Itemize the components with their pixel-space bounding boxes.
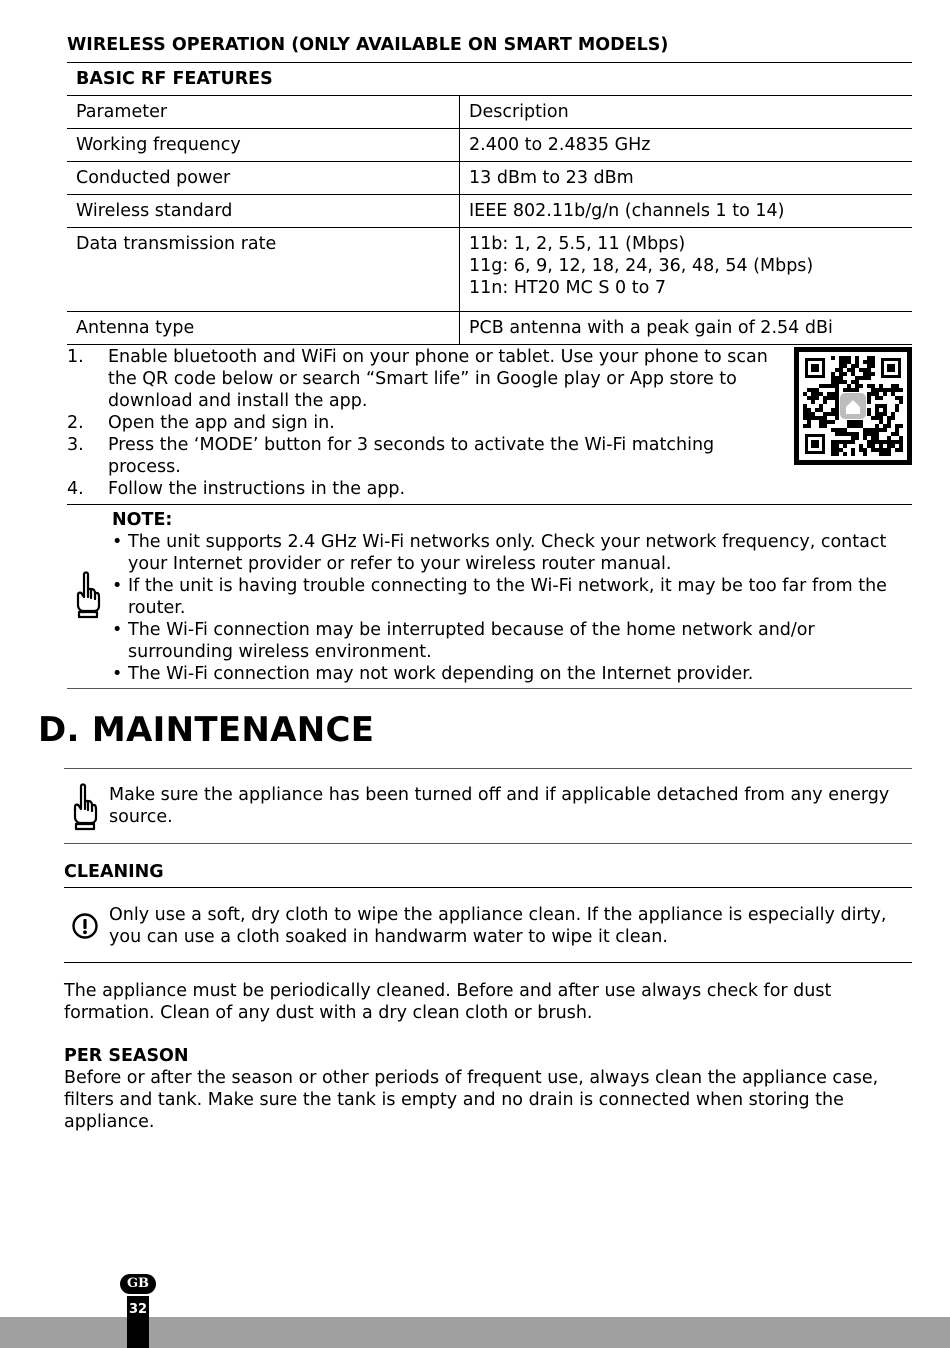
table-cell-description: 2.400 to 2.4835 GHz	[460, 129, 913, 162]
table-cell-parameter: Conducted power	[67, 162, 460, 195]
step-number: 2.	[67, 413, 84, 433]
list-item	[67, 412, 792, 434]
divider	[64, 887, 912, 888]
caution-text: Make sure the appliance has been turned off and if applicable detached from any energy source.	[109, 785, 890, 827]
page-number-text: 32	[128, 1302, 148, 1317]
divider	[64, 962, 912, 963]
step-number: 1.	[67, 347, 84, 367]
warning-text: Only use a soft, dry cloth to wipe the appliance clean. If the appliance is especially dirty, you can use a cloth soaked in handwarm water to wipe it clean.	[109, 905, 887, 947]
table-cell-parameter: Antenna type	[67, 312, 460, 345]
list-item	[67, 434, 792, 478]
table-cell-parameter: Wireless standard	[67, 195, 460, 228]
step-text: Enable bluetooth and WiFi on your phone or tablet. Use your phone to scan the QR code below or search “Smart life” in Google play or App store to download and install the app.	[108, 347, 768, 411]
rate-line-11n: 11n: HT20 MC S 0 to 7	[469, 278, 667, 298]
note-box	[112, 509, 902, 685]
pointing-finger-icon	[73, 571, 101, 619]
per-season-title: PER SEASON	[64, 1046, 189, 1066]
table-row	[67, 228, 912, 312]
step-text: Press the ‘MODE’ button for 3 seconds to activate the Wi-Fi matching process.	[108, 435, 715, 477]
page-number	[127, 1296, 149, 1348]
note-text: The Wi-Fi connection may not work depending on the Internet provider.	[128, 664, 754, 684]
column-header-parameter: Parameter	[67, 96, 460, 129]
step-number: 3.	[67, 435, 84, 455]
list-item: • If the unit is having trouble connecting to the Wi-Fi network, it may be too far from the router.	[112, 576, 887, 618]
table-row	[67, 195, 912, 228]
note-text: The Wi-Fi connection may be interrupted because of the home network and/or surrounding wireless environment.	[128, 620, 815, 662]
table-cell-parameter: Working frequency	[67, 129, 460, 162]
rate-line-11b: 11b: 1, 2, 5.5, 11 (Mbps)	[469, 234, 686, 254]
list-item	[67, 478, 792, 500]
table-cell-description: IEEE 802.11b/g/n (channels 1 to 14)	[460, 195, 913, 228]
language-badge: GB	[120, 1274, 156, 1294]
list-item	[67, 346, 792, 412]
table-cell-description: 13 dBm to 23 dBm	[460, 162, 913, 195]
setup-steps-list	[67, 346, 792, 500]
table-caption-row	[67, 63, 912, 96]
table-header-row	[67, 96, 912, 129]
step-text: Follow the instructions in the app.	[108, 479, 406, 499]
divider	[64, 768, 912, 769]
table-cell-description	[460, 228, 913, 312]
table-cell-description: PCB antenna with a peak gain of 2.54 dBi	[460, 312, 913, 345]
note-list	[112, 531, 902, 685]
divider	[64, 843, 912, 844]
column-header-description: Description	[460, 96, 913, 129]
note-text: If the unit is having trouble connecting to the Wi-Fi network, it may be too far from the router.	[128, 576, 887, 618]
maintenance-paragraph: The appliance must be periodically cleaned. Before and after use always check for dust formation. Clean of any dust with a dry clean cloth or brush.	[64, 981, 832, 1023]
table-row	[67, 312, 912, 345]
list-item: • The Wi-Fi connection may be interrupted because of the home network and/or surrounding wireless environment.	[112, 620, 815, 662]
maintenance-heading: D. MAINTENANCE	[38, 710, 375, 750]
list-item: • The Wi-Fi connection may not work depending on the Internet provider.	[112, 664, 754, 684]
step-number: 4.	[67, 479, 84, 499]
per-season-text: Before or after the season or other periods of frequent use, always clean the appliance case, filters and tank. Make sure the tank is empty and no drain is connected when storing the appliance.	[64, 1068, 879, 1132]
pointing-finger-icon	[70, 783, 98, 831]
exclamation-circle-icon	[71, 912, 99, 940]
rate-line-11g: 11g: 6, 9, 12, 18, 24, 36, 48, 54 (Mbps)	[469, 256, 814, 276]
table-row	[67, 129, 912, 162]
step-text: Open the app and sign in.	[108, 413, 335, 433]
divider	[67, 688, 912, 689]
note-title: NOTE:	[112, 510, 173, 530]
table-caption: BASIC RF FEATURES	[67, 63, 912, 96]
rf-features-table	[67, 62, 912, 345]
table-cell-parameter: Data transmission rate	[67, 228, 460, 312]
divider	[67, 504, 912, 505]
cleaning-title: CLEANING	[64, 862, 164, 882]
section-title: WIRELESS OPERATION (ONLY AVAILABLE ON SMART MODELS)	[67, 35, 669, 55]
table-row	[67, 162, 912, 195]
qr-code	[794, 347, 912, 465]
note-text: The unit supports 2.4 GHz Wi-Fi networks only. Check your network frequency, contact your Internet provider or refer to your wireless router manual.	[128, 532, 887, 574]
list-item: • The unit supports 2.4 GHz Wi-Fi networks only. Check your network frequency, contact your Internet provider or refer to your wireless router manual.	[112, 532, 887, 574]
